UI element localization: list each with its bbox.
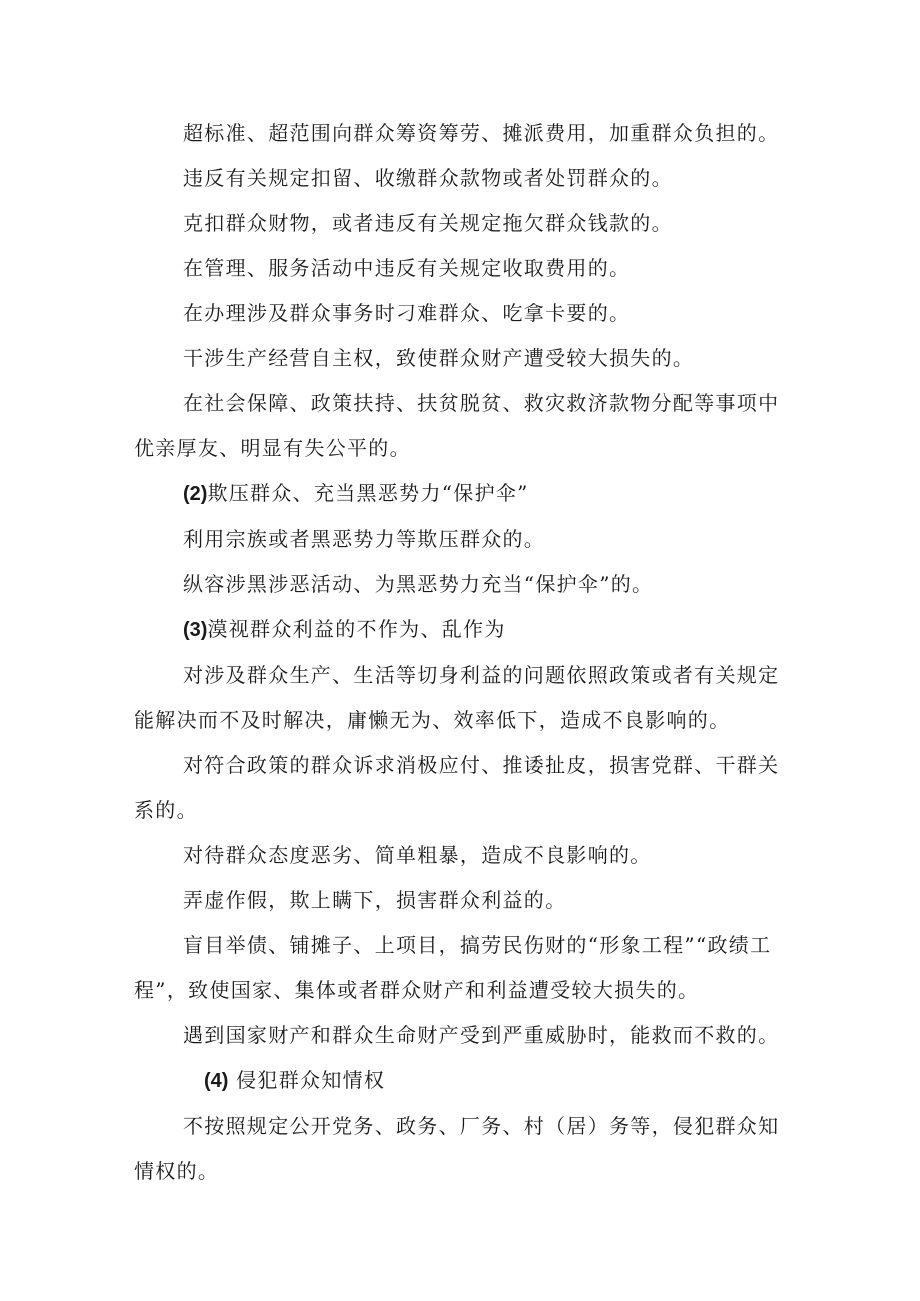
paragraph: 对符合政策的群众诉求消极应付、推诿扯皮，损害党群、干群关系的。: [134, 753, 780, 822]
section-title: 侵犯群众知情权: [236, 1068, 386, 1092]
paragraph: 纵容涉黑涉恶活动、为黑恶势力充当“保护伞”的。: [183, 572, 654, 596]
section-number: (2): [183, 483, 208, 505]
paragraph: 在社会保障、政策扶持、扶贫脱贫、救灾救济款物分配等事项中优亲厚友、明显有失公平的。: [134, 391, 780, 460]
paragraph: 超标准、超范围向群众筹资筹劳、摊派费用，加重群众负担的。: [183, 121, 780, 145]
paragraph: 不按照规定公开党务、政务、厂务、村（居）务等，侵犯群众知情权的。: [134, 1114, 780, 1183]
document-body: [134, 111, 794, 1194]
paragraph: 对涉及群众生产、生活等切身利益的问题依照政策或者有关规定能解决而不及时解决，庸懒无为、效率低下，造成不良影响的。: [134, 663, 780, 732]
section-number: (4): [204, 1070, 229, 1092]
section-title: 欺压群众、充当黑恶势力“保护伞”: [207, 481, 529, 505]
paragraph: 克扣群众财物，或者违反有关规定拖欠群众钱款的。: [183, 211, 673, 235]
paragraph: 干涉生产经营自主权，致使群众财产遭受较大损失的。: [183, 346, 695, 370]
paragraph: 违反有关规定扣留、收缴群众款物或者处罚群众的。: [183, 166, 673, 190]
section-heading-4: [134, 1058, 794, 1104]
section-heading-2: [134, 471, 794, 517]
paragraph: 对待群众态度恶劣、简单粗暴，造成不良影响的。: [183, 843, 652, 867]
paragraph: 利用宗族或者黑恶势力等欺压群众的。: [183, 527, 546, 551]
section-title: 漠视群众利益的不作为、乱作为: [207, 617, 506, 641]
paragraph: 弄虚作假，欺上瞒下，损害群众利益的。: [183, 888, 567, 912]
section-heading-3: [134, 607, 794, 653]
paragraph: 在办理涉及群众事务时刁难群众、吃拿卡要的。: [183, 301, 631, 325]
paragraph: 盲目举债、铺摊子、上项目，搞劳民伤财的“形象工程”“政绩工程”，致使国家、集体或者群众财产和利益遭受较大损失的。: [134, 933, 772, 1002]
section-number: (3): [183, 619, 208, 641]
paragraph: 在管理、服务活动中违反有关规定收取费用的。: [183, 256, 631, 280]
paragraph: 遇到国家财产和群众生命财产受到严重威胁时，能救而不救的。: [183, 1023, 780, 1047]
